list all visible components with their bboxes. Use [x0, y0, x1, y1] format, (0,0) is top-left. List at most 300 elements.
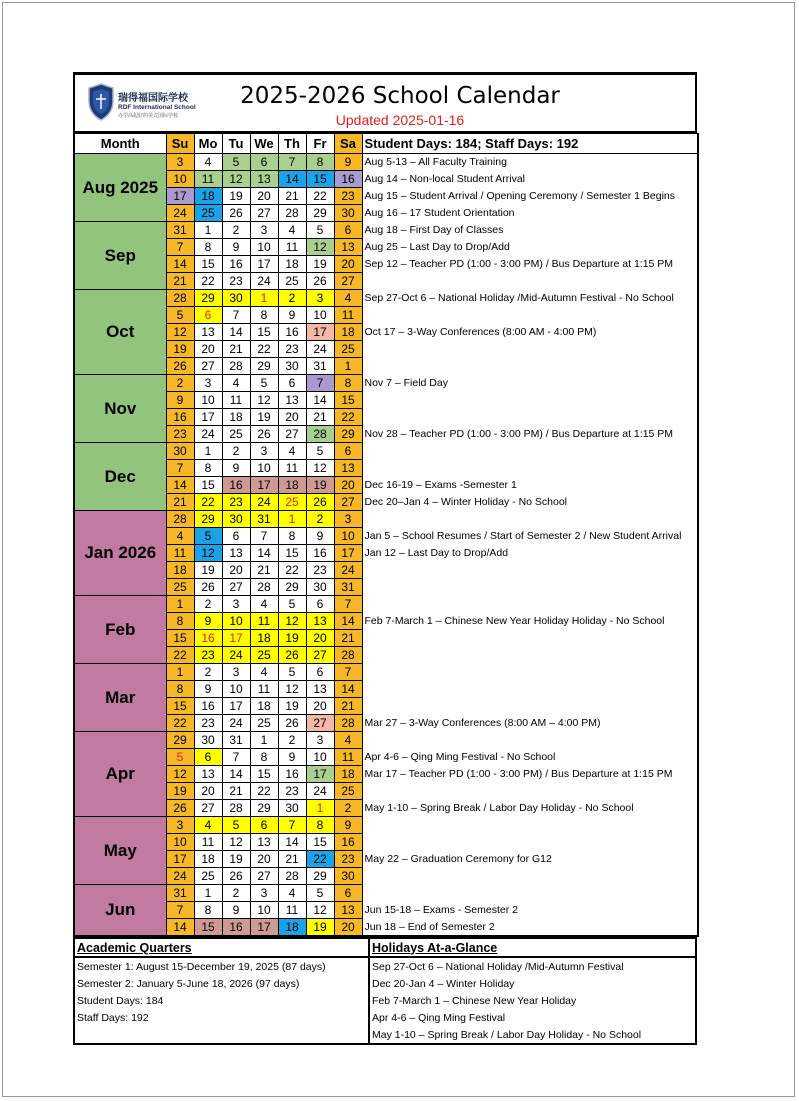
week-row: [74, 868, 698, 885]
day-cell-saturday: 30: [334, 205, 362, 222]
week-row: [74, 222, 698, 239]
calendar-footer: [73, 937, 697, 1045]
day-cell-sunday: 1: [166, 664, 194, 681]
day-cell-friday: 15: [306, 171, 334, 188]
day-cell-sunday: 10: [166, 171, 194, 188]
day-cell-sunday: 26: [166, 358, 194, 375]
day-cell-monday: 18: [194, 188, 222, 205]
day-cell-tuesday: 12: [222, 834, 250, 851]
day-header-thursday: Th: [278, 134, 306, 154]
day-cell-tuesday: 25: [222, 426, 250, 443]
event-note: Aug 5-13 – All Faculty Training: [362, 154, 698, 171]
day-cell-thursday: 16: [278, 766, 306, 783]
day-cell-tuesday: 17: [222, 630, 250, 647]
calendar-body: [74, 154, 698, 937]
day-cell-monday: 1: [194, 443, 222, 460]
day-cell-sunday: 25: [166, 579, 194, 596]
day-cell-saturday: 29: [334, 426, 362, 443]
day-cell-thursday: 25: [278, 273, 306, 290]
event-note: [362, 307, 698, 324]
day-cell-monday: 13: [194, 324, 222, 341]
day-cell-wednesday: 24: [250, 273, 278, 290]
day-cell-saturday: 9: [334, 817, 362, 834]
logo-chinese-name: 瑞得福国际学校: [118, 93, 188, 104]
week-row: [74, 443, 698, 460]
week-row: [74, 273, 698, 290]
day-header-tuesday: Tu: [222, 134, 250, 154]
week-row: [74, 664, 698, 681]
day-cell-friday: 5: [306, 885, 334, 902]
day-cell-saturday: 11: [334, 749, 362, 766]
academic-quarters-title: Academic Quarters: [74, 938, 369, 957]
day-cell-tuesday: 14: [222, 324, 250, 341]
day-cell-monday: 8: [194, 902, 222, 919]
day-cell-saturday: 30: [334, 868, 362, 885]
week-row: [74, 188, 698, 205]
day-cell-wednesday: 22: [250, 341, 278, 358]
day-cell-tuesday: 10: [222, 613, 250, 630]
day-cell-saturday: 8: [334, 375, 362, 392]
logo-english-name: RDF International School: [118, 104, 196, 111]
day-cell-friday: 5: [306, 222, 334, 239]
day-cell-saturday: 25: [334, 783, 362, 800]
day-cell-monday: 4: [194, 154, 222, 171]
day-cell-monday: 2: [194, 664, 222, 681]
day-header-wednesday: We: [250, 134, 278, 154]
day-cell-thursday: 30: [278, 358, 306, 375]
day-cell-friday: 20: [306, 630, 334, 647]
day-cell-monday: 11: [194, 171, 222, 188]
day-cell-tuesday: 9: [222, 902, 250, 919]
day-cell-wednesday: 4: [250, 664, 278, 681]
day-cell-monday: 24: [194, 426, 222, 443]
day-cell-wednesday: 20: [250, 851, 278, 868]
day-cell-tuesday: 14: [222, 766, 250, 783]
event-note: Apr 4-6 – Qing Ming Festival - No School: [362, 749, 698, 766]
day-cell-friday: 15: [306, 834, 334, 851]
month-label: Mar: [74, 664, 166, 732]
day-cell-saturday: 11: [334, 307, 362, 324]
week-row: [74, 851, 698, 868]
day-cell-friday: 13: [306, 613, 334, 630]
day-cell-friday: 27: [306, 647, 334, 664]
month-label: May: [74, 817, 166, 885]
day-cell-friday: 30: [306, 579, 334, 596]
event-note: [362, 596, 698, 613]
day-cell-wednesday: 19: [250, 409, 278, 426]
day-cell-sunday: 12: [166, 766, 194, 783]
event-note: Sep 12 – Teacher PD (1:00 - 3:00 PM) / Bus Departure at 1:15 PM: [362, 256, 698, 273]
day-cell-friday: 3: [306, 290, 334, 307]
day-cell-friday: 6: [306, 596, 334, 613]
event-note: Mar 17 – Teacher PD (1:00 - 3:00 PM) / Bus Departure at 1:15 PM: [362, 766, 698, 783]
day-cell-wednesday: 21: [250, 562, 278, 579]
event-note: Dec 16-19 – Exams -Semester 1: [362, 477, 698, 494]
page-title: 2025-2026 School Calendar: [240, 83, 560, 109]
day-cell-friday: 17: [306, 324, 334, 341]
day-cell-monday: 5: [194, 528, 222, 545]
day-cell-tuesday: 17: [222, 698, 250, 715]
day-cell-tuesday: 16: [222, 256, 250, 273]
day-cell-monday: 26: [194, 579, 222, 596]
event-note: Aug 18 – First Day of Classes: [362, 222, 698, 239]
day-cell-saturday: 3: [334, 511, 362, 528]
day-cell-sunday: 29: [166, 732, 194, 749]
event-note: [362, 783, 698, 800]
event-note: Aug 14 – Non-local Student Arrival: [362, 171, 698, 188]
week-row: [74, 341, 698, 358]
day-cell-sunday: 28: [166, 290, 194, 307]
day-cell-tuesday: 7: [222, 749, 250, 766]
week-row: [74, 375, 698, 392]
day-cell-wednesday: 27: [250, 205, 278, 222]
day-cell-friday: 31: [306, 358, 334, 375]
day-cell-tuesday: 9: [222, 460, 250, 477]
day-cell-thursday: 4: [278, 885, 306, 902]
day-cell-friday: 8: [306, 154, 334, 171]
event-note: [362, 579, 698, 596]
day-cell-thursday: 18: [278, 256, 306, 273]
quarters-line: [74, 1026, 369, 1044]
holiday-line: Sep 27-Oct 6 – National Holiday /Mid-Autumn Festival: [369, 957, 696, 975]
day-cell-sunday: 3: [166, 817, 194, 834]
month-label: Dec: [74, 443, 166, 511]
day-cell-thursday: 23: [278, 341, 306, 358]
day-cell-thursday: 2: [278, 732, 306, 749]
day-cell-monday: 11: [194, 834, 222, 851]
day-cell-thursday: 27: [278, 426, 306, 443]
day-cell-saturday: 20: [334, 919, 362, 937]
day-cell-tuesday: 26: [222, 205, 250, 222]
updated-date: Updated 2025-01-16: [335, 112, 465, 128]
day-cell-thursday: 18: [278, 919, 306, 937]
week-row: [74, 511, 698, 528]
week-row: [74, 324, 698, 341]
day-cell-wednesday: 17: [250, 256, 278, 273]
week-row: [74, 783, 698, 800]
day-cell-friday: 12: [306, 902, 334, 919]
day-cell-thursday: 15: [278, 545, 306, 562]
day-cell-friday: 9: [306, 528, 334, 545]
day-cell-monday: 25: [194, 205, 222, 222]
holiday-line: Apr 4-6 – Qing Ming Festival: [369, 1009, 696, 1026]
event-note: [362, 460, 698, 477]
month-column-header: Month: [74, 134, 166, 154]
day-cell-tuesday: 3: [222, 664, 250, 681]
day-cell-sunday: 15: [166, 630, 194, 647]
day-cell-tuesday: 5: [222, 817, 250, 834]
event-note: [362, 511, 698, 528]
month-label: Sep: [74, 222, 166, 290]
day-cell-monday: 23: [194, 715, 222, 732]
day-cell-sunday: 31: [166, 885, 194, 902]
quarters-line: Staff Days: 192: [74, 1009, 369, 1026]
day-cell-sunday: 30: [166, 443, 194, 460]
event-note: Oct 17 – 3-Way Conferences (8:00 AM - 4:00 PM): [362, 324, 698, 341]
week-row: [74, 239, 698, 256]
month-label: Apr: [74, 732, 166, 817]
event-note: [362, 358, 698, 375]
day-cell-saturday: 31: [334, 579, 362, 596]
day-cell-saturday: 17: [334, 545, 362, 562]
week-row: [74, 630, 698, 647]
day-cell-saturday: 7: [334, 596, 362, 613]
day-cell-sunday: 5: [166, 307, 194, 324]
day-cell-wednesday: 24: [250, 494, 278, 511]
day-cell-sunday: 7: [166, 239, 194, 256]
day-cell-sunday: 3: [166, 154, 194, 171]
day-cell-tuesday: 23: [222, 494, 250, 511]
day-cell-wednesday: 5: [250, 375, 278, 392]
day-cell-tuesday: 30: [222, 290, 250, 307]
day-cell-tuesday: 27: [222, 579, 250, 596]
day-cell-saturday: 6: [334, 443, 362, 460]
day-cell-saturday: 4: [334, 290, 362, 307]
event-note: [362, 630, 698, 647]
day-cell-wednesday: 17: [250, 477, 278, 494]
day-cell-monday: 8: [194, 239, 222, 256]
day-cell-friday: 24: [306, 341, 334, 358]
day-cell-saturday: 6: [334, 222, 362, 239]
holiday-line: May 1-10 – Spring Break / Labor Day Holiday - No School: [369, 1026, 696, 1044]
day-cell-sunday: 10: [166, 834, 194, 851]
event-note: Jun 18 – End of Semester 2: [362, 919, 698, 937]
day-cell-thursday: 4: [278, 222, 306, 239]
week-row: [74, 409, 698, 426]
day-cell-tuesday: 19: [222, 851, 250, 868]
day-cell-thursday: 9: [278, 749, 306, 766]
day-cell-monday: 15: [194, 919, 222, 937]
day-cell-sunday: 19: [166, 783, 194, 800]
event-note: Dec 20–Jan 4 – Winter Holiday - No School: [362, 494, 698, 511]
event-note: Jun 15-18 – Exams - Semester 2: [362, 902, 698, 919]
day-cell-sunday: 7: [166, 460, 194, 477]
day-cell-thursday: 23: [278, 783, 306, 800]
day-cell-thursday: 14: [278, 834, 306, 851]
day-cell-sunday: 21: [166, 494, 194, 511]
day-cell-monday: 30: [194, 732, 222, 749]
week-row: [74, 715, 698, 732]
week-row: [74, 919, 698, 937]
day-cell-saturday: 10: [334, 528, 362, 545]
day-cell-tuesday: 12: [222, 171, 250, 188]
week-row: [74, 647, 698, 664]
day-cell-sunday: 17: [166, 188, 194, 205]
week-row: [74, 698, 698, 715]
day-cell-sunday: 22: [166, 715, 194, 732]
calendar-header: [73, 75, 697, 133]
day-cell-friday: 14: [306, 392, 334, 409]
event-note: [362, 443, 698, 460]
day-cell-tuesday: 3: [222, 596, 250, 613]
day-cell-thursday: 28: [278, 868, 306, 885]
day-cell-wednesday: 10: [250, 239, 278, 256]
day-cell-thursday: 21: [278, 851, 306, 868]
week-row: [74, 834, 698, 851]
day-cell-saturday: 14: [334, 681, 362, 698]
day-cell-monday: 22: [194, 494, 222, 511]
day-cell-friday: 22: [306, 188, 334, 205]
day-cell-saturday: 27: [334, 494, 362, 511]
day-cell-friday: 10: [306, 307, 334, 324]
day-cell-wednesday: 26: [250, 426, 278, 443]
day-cell-wednesday: 20: [250, 188, 278, 205]
event-note: Nov 7 – Field Day: [362, 375, 698, 392]
day-cell-sunday: 21: [166, 273, 194, 290]
event-note: Aug 16 – 17 Student Orientation: [362, 205, 698, 222]
day-cell-saturday: 21: [334, 630, 362, 647]
day-cell-friday: 27: [306, 715, 334, 732]
event-note: Nov 28 – Teacher PD (1:00 - 3:00 PM) / Bus Departure at 1:15 PM: [362, 426, 698, 443]
day-cell-sunday: 9: [166, 392, 194, 409]
day-cell-sunday: 8: [166, 681, 194, 698]
day-cell-tuesday: 2: [222, 885, 250, 902]
day-cell-sunday: 23: [166, 426, 194, 443]
logo-tagline: 办学高起好的美式国际学校: [118, 113, 179, 119]
day-cell-wednesday: 1: [250, 290, 278, 307]
day-cell-thursday: 7: [278, 817, 306, 834]
month-label: Aug 2025: [74, 154, 166, 222]
day-cell-wednesday: 29: [250, 358, 278, 375]
week-row: [74, 171, 698, 188]
day-cell-monday: 13: [194, 766, 222, 783]
day-cell-wednesday: 3: [250, 443, 278, 460]
day-cell-saturday: 2: [334, 800, 362, 817]
day-cell-wednesday: 1: [250, 732, 278, 749]
day-cell-wednesday: 25: [250, 715, 278, 732]
day-cell-thursday: 11: [278, 902, 306, 919]
month-label: Feb: [74, 596, 166, 664]
day-cell-saturday: 14: [334, 613, 362, 630]
day-cell-thursday: 19: [278, 630, 306, 647]
event-note: May 22 – Graduation Ceremony for G12: [362, 851, 698, 868]
day-cell-saturday: 23: [334, 851, 362, 868]
day-cell-tuesday: 24: [222, 647, 250, 664]
day-cell-sunday: 8: [166, 613, 194, 630]
day-cell-friday: 20: [306, 698, 334, 715]
event-note: [362, 562, 698, 579]
day-cell-monday: 9: [194, 681, 222, 698]
event-note: [362, 341, 698, 358]
day-cell-saturday: 22: [334, 409, 362, 426]
day-cell-friday: 12: [306, 460, 334, 477]
day-cell-friday: 19: [306, 256, 334, 273]
day-cell-sunday: 18: [166, 562, 194, 579]
day-header-friday: Fr: [306, 134, 334, 154]
day-cell-wednesday: 8: [250, 749, 278, 766]
day-cell-thursday: 7: [278, 154, 306, 171]
event-note: [362, 817, 698, 834]
day-cell-friday: 1: [306, 800, 334, 817]
week-row: [74, 154, 698, 171]
day-cell-wednesday: 10: [250, 460, 278, 477]
day-cell-thursday: 12: [278, 613, 306, 630]
day-cell-thursday: 25: [278, 494, 306, 511]
day-cell-wednesday: 3: [250, 222, 278, 239]
day-cell-monday: 18: [194, 851, 222, 868]
day-cell-friday: 24: [306, 783, 334, 800]
event-note: [362, 834, 698, 851]
day-cell-thursday: 19: [278, 698, 306, 715]
day-cell-tuesday: 9: [222, 239, 250, 256]
day-cell-tuesday: 24: [222, 715, 250, 732]
day-cell-tuesday: 6: [222, 528, 250, 545]
day-cell-monday: 10: [194, 392, 222, 409]
week-row: [74, 494, 698, 511]
day-cell-wednesday: 11: [250, 613, 278, 630]
day-cell-tuesday: 18: [222, 409, 250, 426]
day-cell-friday: 13: [306, 681, 334, 698]
day-cell-friday: 26: [306, 494, 334, 511]
day-cell-monday: 15: [194, 256, 222, 273]
event-note: [362, 392, 698, 409]
day-cell-sunday: 19: [166, 341, 194, 358]
calendar-sheet: [73, 72, 697, 1045]
day-cell-thursday: 1: [278, 511, 306, 528]
day-cell-tuesday: 11: [222, 392, 250, 409]
holidays-title: Holidays At-a-Glance: [369, 938, 696, 957]
day-cell-friday: 26: [306, 273, 334, 290]
day-cell-sunday: 26: [166, 800, 194, 817]
month-label: Oct: [74, 290, 166, 375]
day-cell-thursday: 16: [278, 324, 306, 341]
day-cell-wednesday: 11: [250, 681, 278, 698]
day-cell-tuesday: 28: [222, 358, 250, 375]
week-row: [74, 460, 698, 477]
week-row: [74, 579, 698, 596]
day-cell-saturday: 13: [334, 460, 362, 477]
event-note: [362, 885, 698, 902]
day-cell-tuesday: 20: [222, 562, 250, 579]
day-cell-thursday: 26: [278, 647, 306, 664]
quarters-line: Semester 2: January 5-June 18, 2026 (97 days): [74, 975, 369, 992]
day-cell-monday: 27: [194, 358, 222, 375]
day-cell-friday: 5: [306, 443, 334, 460]
day-cell-friday: 23: [306, 562, 334, 579]
day-cell-wednesday: 7: [250, 528, 278, 545]
day-cell-tuesday: 31: [222, 732, 250, 749]
event-note: Sep 27-Oct 6 – National Holiday /Mid-Autumn Festival - No School: [362, 290, 698, 307]
day-cell-sunday: 1: [166, 596, 194, 613]
month-label: Nov: [74, 375, 166, 443]
day-cell-sunday: 17: [166, 851, 194, 868]
week-row: [74, 545, 698, 562]
day-cell-sunday: 15: [166, 698, 194, 715]
day-cell-wednesday: 17: [250, 919, 278, 937]
day-cell-monday: 16: [194, 698, 222, 715]
day-cell-thursday: 30: [278, 800, 306, 817]
day-cell-friday: 16: [306, 545, 334, 562]
day-cell-tuesday: 5: [222, 154, 250, 171]
day-cell-tuesday: 21: [222, 341, 250, 358]
day-cell-thursday: 5: [278, 596, 306, 613]
day-cell-monday: 1: [194, 222, 222, 239]
day-cell-saturday: 18: [334, 324, 362, 341]
day-cell-saturday: 23: [334, 188, 362, 205]
event-note: Aug 15 – Student Arrival / Opening Ceremony / Semester 1 Begins: [362, 188, 698, 205]
day-cell-sunday: 14: [166, 919, 194, 937]
quarters-line: Student Days: 184: [74, 992, 369, 1009]
days-summary: Student Days: 184; Staff Days: 192: [362, 134, 698, 154]
day-cell-monday: 12: [194, 545, 222, 562]
day-cell-friday: 21: [306, 409, 334, 426]
event-note: Jan 5 – School Resumes / Start of Semester 2 / New Student Arrival: [362, 528, 698, 545]
day-cell-thursday: 21: [278, 188, 306, 205]
day-cell-wednesday: 12: [250, 392, 278, 409]
day-cell-monday: 25: [194, 868, 222, 885]
month-label: Jan 2026: [74, 511, 166, 596]
day-cell-tuesday: 2: [222, 222, 250, 239]
